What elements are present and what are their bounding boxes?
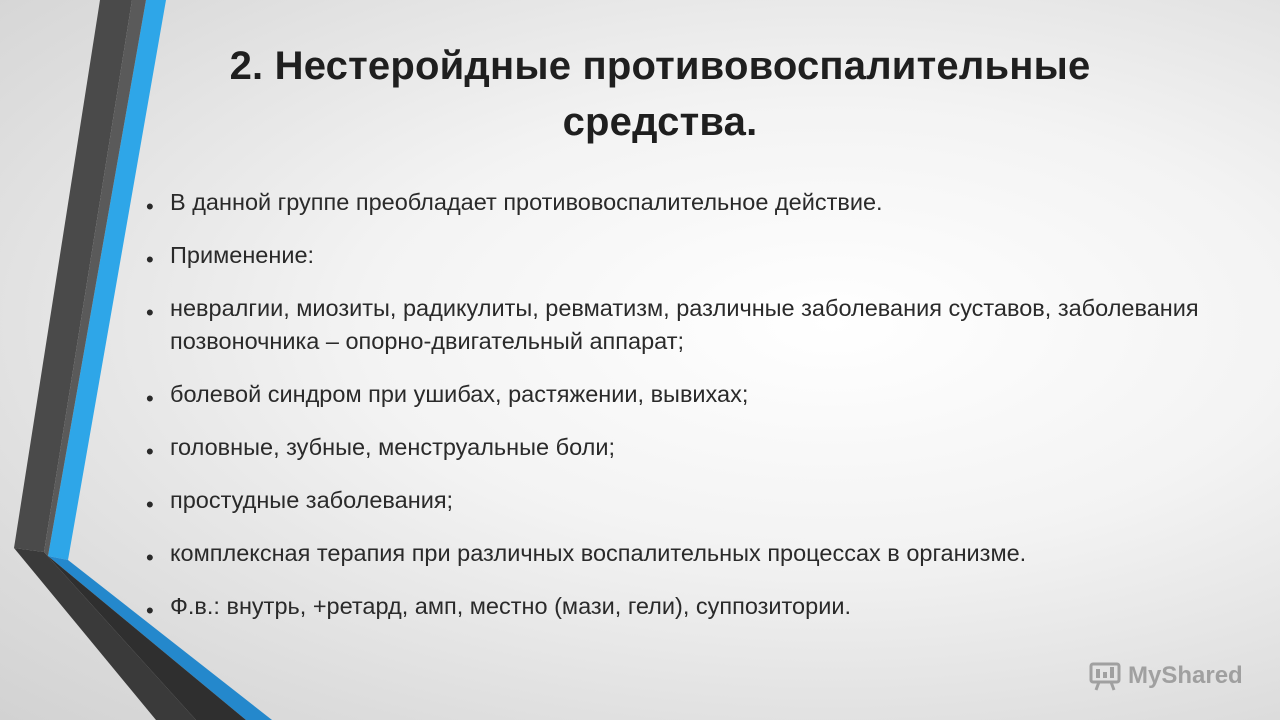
watermark[interactable] bbox=[1088, 656, 1258, 696]
bullet-item bbox=[146, 431, 1256, 464]
bullet-text: головные, зубные, менструальные боли; bbox=[170, 434, 615, 460]
bullet-list bbox=[146, 186, 1256, 643]
bullet-item bbox=[146, 292, 1256, 358]
bullet-dot: • bbox=[146, 300, 154, 325]
bullet-dot: • bbox=[146, 194, 154, 219]
bullet-dot: • bbox=[146, 386, 154, 411]
bullet-item bbox=[146, 484, 1256, 517]
bullet-item bbox=[146, 186, 1256, 219]
slide-title: 2. Нестеройдные противовоспалительные средства. bbox=[229, 44, 1091, 144]
bullet-item bbox=[146, 378, 1256, 411]
bullet-dot: • bbox=[146, 439, 154, 464]
bullet-item bbox=[146, 537, 1256, 570]
bullet-text: болевой синдром при ушибах, растяжении, вывихах; bbox=[170, 381, 749, 407]
bullet-text: Применение: bbox=[170, 242, 315, 268]
bullet-item bbox=[146, 239, 1256, 272]
watermark-text: MyShared bbox=[1128, 662, 1243, 689]
bullet-item bbox=[146, 590, 1256, 623]
bullet-text: невралгии, миозиты, радикулиты, ревматизм, различные заболевания суставов, заболевания позвоночника – опорно-двигательный аппарат; bbox=[170, 295, 1199, 354]
bullet-dot: • bbox=[146, 492, 154, 517]
bullet-dot: • bbox=[146, 598, 154, 623]
presentation-board-icon bbox=[1088, 659, 1122, 693]
bullet-dot: • bbox=[146, 247, 154, 272]
bullet-text: простудные заболевания; bbox=[170, 487, 454, 513]
bullet-text: Ф.в.: внутрь, +ретард, амп, местно (мази, гели), суппозитории. bbox=[170, 593, 851, 619]
bullet-dot: • bbox=[146, 545, 154, 570]
bullet-text: В данной группе преобладает противовоспалительное действие. bbox=[170, 189, 883, 215]
bullet-text: комплексная терапия при различных воспалительных процессах в организме. bbox=[170, 540, 1027, 566]
